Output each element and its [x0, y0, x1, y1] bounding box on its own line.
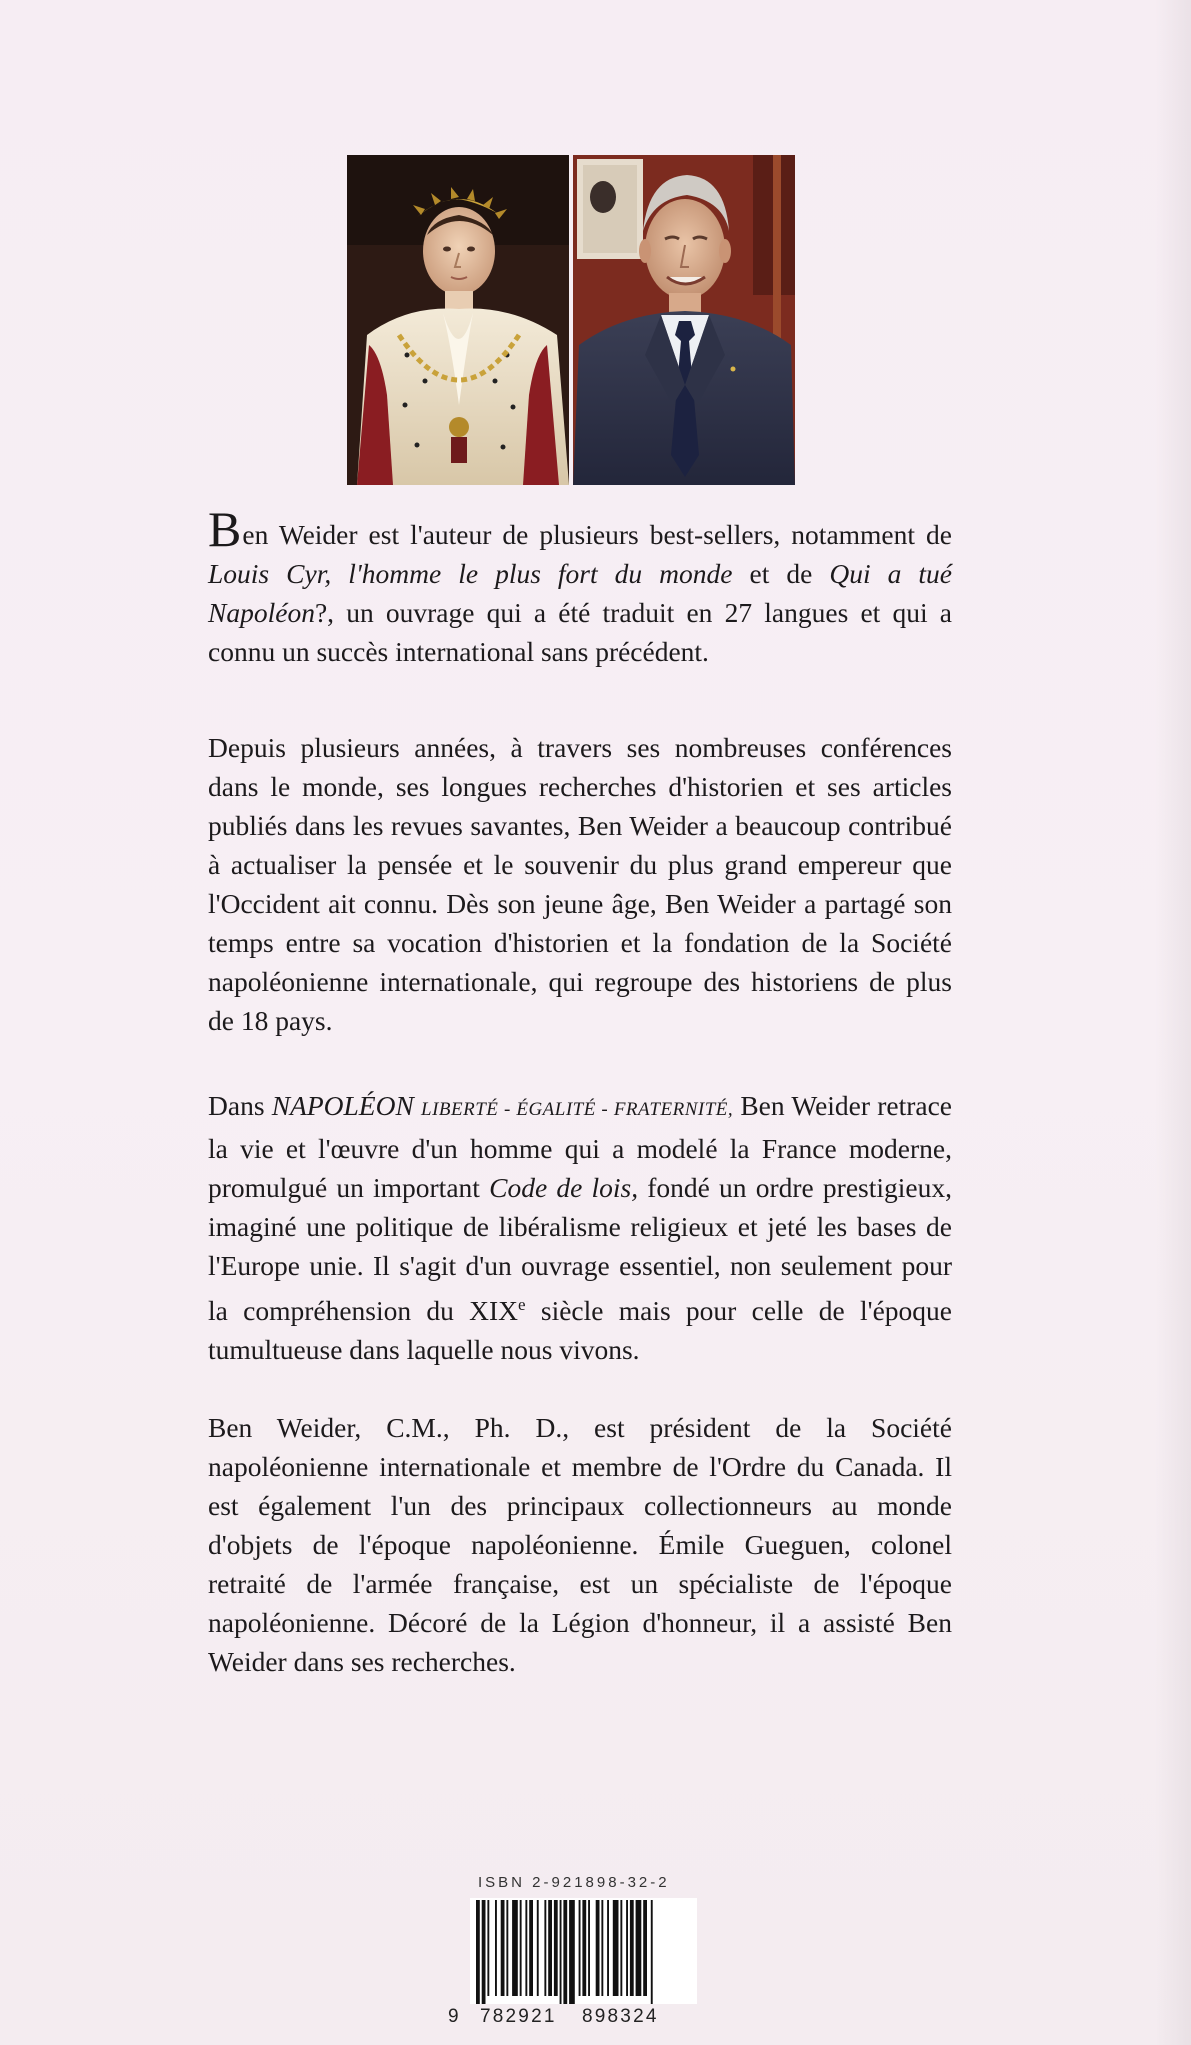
barcode-bar: [560, 1900, 562, 2004]
paragraph-historian-career: [208, 728, 952, 1040]
book-title-qui-a-tue-napoleon: Qui a tué Napoléon: [208, 558, 952, 628]
barcode-bar: [601, 1900, 603, 1996]
barcode-bar: [588, 1900, 590, 1996]
barcode-bar: [487, 1900, 489, 1996]
p1-text-3: ?, un ouvrage qui a été traduit en 27 langues et qui a connu un succès international sans précédent.: [208, 597, 952, 667]
p1-text-2: et de: [732, 558, 830, 589]
century-superscript: e: [518, 1295, 526, 1314]
code-de-lois: Code de lois,: [489, 1172, 639, 1203]
barcode-digits-left: 782921: [480, 2006, 557, 2027]
barcode-bar: [482, 1900, 486, 2004]
barcode-bar: [544, 1900, 546, 1996]
book-subtitle: LIBERTÉ - ÉGALITÉ - FRATERNITÉ,: [421, 1099, 734, 1120]
barcode-digits-right: 898324: [582, 2006, 659, 2027]
barcode-bar: [613, 1900, 619, 1996]
barcode-bar: [512, 1900, 518, 1996]
ben-weider-portrait: [573, 155, 795, 485]
barcode-bar: [630, 1900, 634, 1996]
barcode-bar: [554, 1900, 558, 1996]
barcode-bar: [501, 1900, 505, 1996]
p4-text: Ben Weider, C.M., Ph. D., est président de la Société napoléonienne internationale et membre de l'Ordre du Canada. Il est également l'un des principaux collectionneurs au monde d'objets de l'époque napoléonienne. Émile Gueguen, colonel retraité de l'armée française, est un spécialiste de l'époque napoléonienne. Décoré de la Légion d'honneur, il a assisté Ben Weider dans ses recherches.: [208, 1412, 952, 1677]
drop-cap: B: [208, 501, 242, 557]
isbn-label: ISBN 2-921898-32-2: [478, 1874, 670, 1891]
book-title-napoleon: NAPOLÉON: [271, 1090, 414, 1121]
barcode-bar: [548, 1900, 552, 1996]
cover-edge-shadow: [1155, 0, 1191, 2045]
p3-text-3: fondé un ordre prestigieux, imaginé une politique de libéralisme religieux et jeté les bases de l'Europe unie. Il s'agit d'un ouvrage essentiel, non seulement pour la compréhension du XIX: [208, 1172, 952, 1326]
paragraph-author-bestsellers: [208, 501, 952, 671]
p3-text-4: siècle mais pour celle de l'époque tumultueuse dans laquelle nous vivons.: [208, 1295, 953, 1365]
barcode-bar: [525, 1900, 527, 1996]
barcode-bar: [620, 1900, 622, 1996]
barcode-digit-first: 9: [448, 2006, 459, 2027]
paragraph-author-credentials: [208, 1408, 952, 1681]
barcode: [470, 1898, 697, 2004]
barcode-bar: [596, 1900, 600, 1996]
barcode-bar: [506, 1900, 508, 1996]
p2-text: Depuis plusieurs années, à travers ses nombreuses conférences dans le monde, ses longues recherches d'historien et ses articles publiés dans les revues savantes, Ben Weider a beaucoup contribué à actualiser la pensée et le souvenir du plus grand empereur que l'Occident ait connu. Dès son jeune âge, Ben Weider a partagé son temps entre sa vocation d'historien et la fondation de la Société napoléonienne internationale, qui regroupe des historiens de plus de 18 pays.: [208, 732, 952, 1036]
barcode-bar: [563, 1900, 567, 2004]
barcode-bar: [495, 1900, 497, 1996]
book-title-louis-cyr: Louis Cyr, l'homme le plus fort du monde: [208, 558, 733, 589]
p3-text-1: Dans: [208, 1090, 272, 1121]
barcode-bar: [651, 1900, 653, 2004]
barcode-bar: [636, 1900, 642, 1996]
barcode-bar: [607, 1900, 609, 1996]
p1-text-1: en Weider est l'auteur de plusieurs best-sellers, notamment de: [242, 519, 952, 550]
barcode-bar: [579, 1900, 581, 1996]
ben-weider-portrait-drawing: [573, 155, 795, 485]
barcode-bar: [569, 1900, 575, 2004]
paragraph-book-summary: [208, 1086, 952, 1369]
barcode-bar: [476, 1900, 480, 2004]
napoleon-portrait: [347, 155, 569, 485]
barcode-bar: [520, 1900, 522, 1996]
barcode-bar: [643, 1900, 647, 1996]
napoleon-portrait-drawing: [347, 155, 569, 485]
barcode-bar: [582, 1900, 586, 1996]
author-photos: [347, 155, 795, 485]
p3-text-2: Ben Weider retrace la vie et l'œuvre d'un homme qui a modelé la France moderne, promulgué un important: [208, 1090, 953, 1203]
barcode-bar: [626, 1900, 628, 1996]
barcode-bar: [529, 1900, 533, 1996]
barcode-bar: [537, 1900, 539, 1996]
